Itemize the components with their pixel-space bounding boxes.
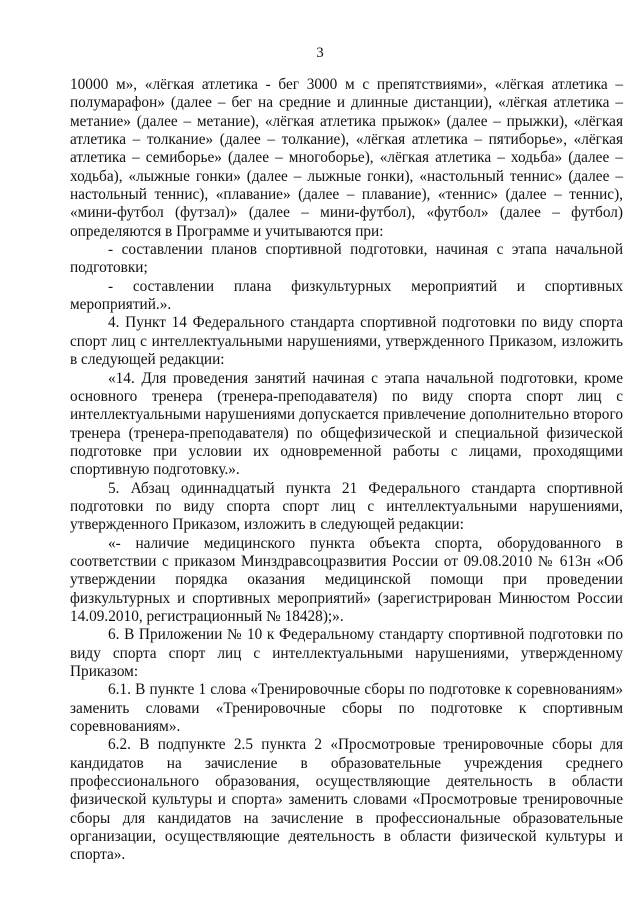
document-body	[70, 76, 623, 865]
paragraph-sports-list: 10000 м», «лёгкая атлетика - бег 3000 м с препятствиями», «лёгкая атлетика – полумарафон» (далее – бег на средние и длинные дистанции), «лёгкая атлетика – метание» (далее – метание), «лёгкая атлетика прыжок» (далее – прыжки), «лёгкая атлетика – толкание» (далее – толкание), «лёгкая атлетика – пятиборье», «лёгкая атлетика – семиборье» (далее – многоборье), «лёгкая атлетика – ходьба» (далее – ходьба), «лыжные гонки» (далее – лыжные гонки), «настольный теннис» (далее – настольный теннис), «плавание» (далее – плавание), «теннис» (далее – теннис), «мини-футбол (футзал)» (далее – мини-футбол), «футбол» (далее – футбол) определяются в Программе и учитываются при:	[70, 76, 623, 240]
paragraph-bullet-plans: - составлении планов спортивной подготовки, начиная с этапа начальной подготовки;	[70, 241, 623, 277]
paragraph-item-5: 5. Абзац одиннадцатый пункта 21 Федерального стандарта спортивной подготовки по виду спорта спорт лиц с интеллектуальными нарушениями, утвержденного Приказом, изложить в следующей редакции:	[70, 479, 623, 534]
paragraph-item-4: 4. Пункт 14 Федерального стандарта спортивной подготовки по виду спорта спорт лиц с интеллектуальными нарушениями, утвержденного Приказом, изложить в следующей редакции:	[70, 314, 623, 369]
paragraph-item-6: 6. В Приложении № 10 к Федеральному стандарту спортивной подготовки по виду спорта спорт лиц с интеллектуальными нарушениями, утвержденному Приказом:	[70, 626, 623, 680]
page-number: 3	[316, 45, 324, 61]
paragraph-item-14-quote: «14. Для проведения занятий начиная с этапа начальной подготовки, кроме основного тренера (тренера-преподавателя) по виду спорта спорт лиц с интеллектуальными нарушениями допускается привлечение дополнительно второго тренера (тренера-преподавателя) по общефизической и специальной физической подготовке при условии их одновременной работы с лицами, проходящими спортивную подготовку.».	[70, 369, 623, 479]
paragraph-bullet-events: - составлении плана физкультурных мероприятий и спортивных мероприятий.».	[70, 277, 623, 314]
paragraph-medical-quote: «- наличие медицинского пункта объекта спорта, оборудованного в соответствии с приказом Минздравсоцразвития России от 09.08.2010 № 613н «Об утверждении порядка оказания медицинской помощи при проведении физкультурных и спортивных мероприятий» (зарегистрирован Минюстом России 14.09.2010, регистрационный № 18428);».	[70, 534, 623, 625]
paragraph-item-6-1: 6.1. В пункте 1 слова «Тренировочные сборы по подготовке к соревнованиям» заменить словами «Тренировочные сборы по подготовке к спортивным соревнованиям».	[70, 681, 623, 736]
paragraph-item-6-2: 6.2. В подпункте 2.5 пункта 2 «Просмотровые тренировочные сборы для кандидатов на зачисление в образовательные учреждения среднего профессионального образования, осуществляющие деятельность в области физической культуры и спорта» заменить словами «Просмотровые тренировочные сборы для кандидатов на зачисление в профессиональные образовательные организации, осуществляющие деятельность в области физической культуры и спорта».	[70, 736, 623, 864]
